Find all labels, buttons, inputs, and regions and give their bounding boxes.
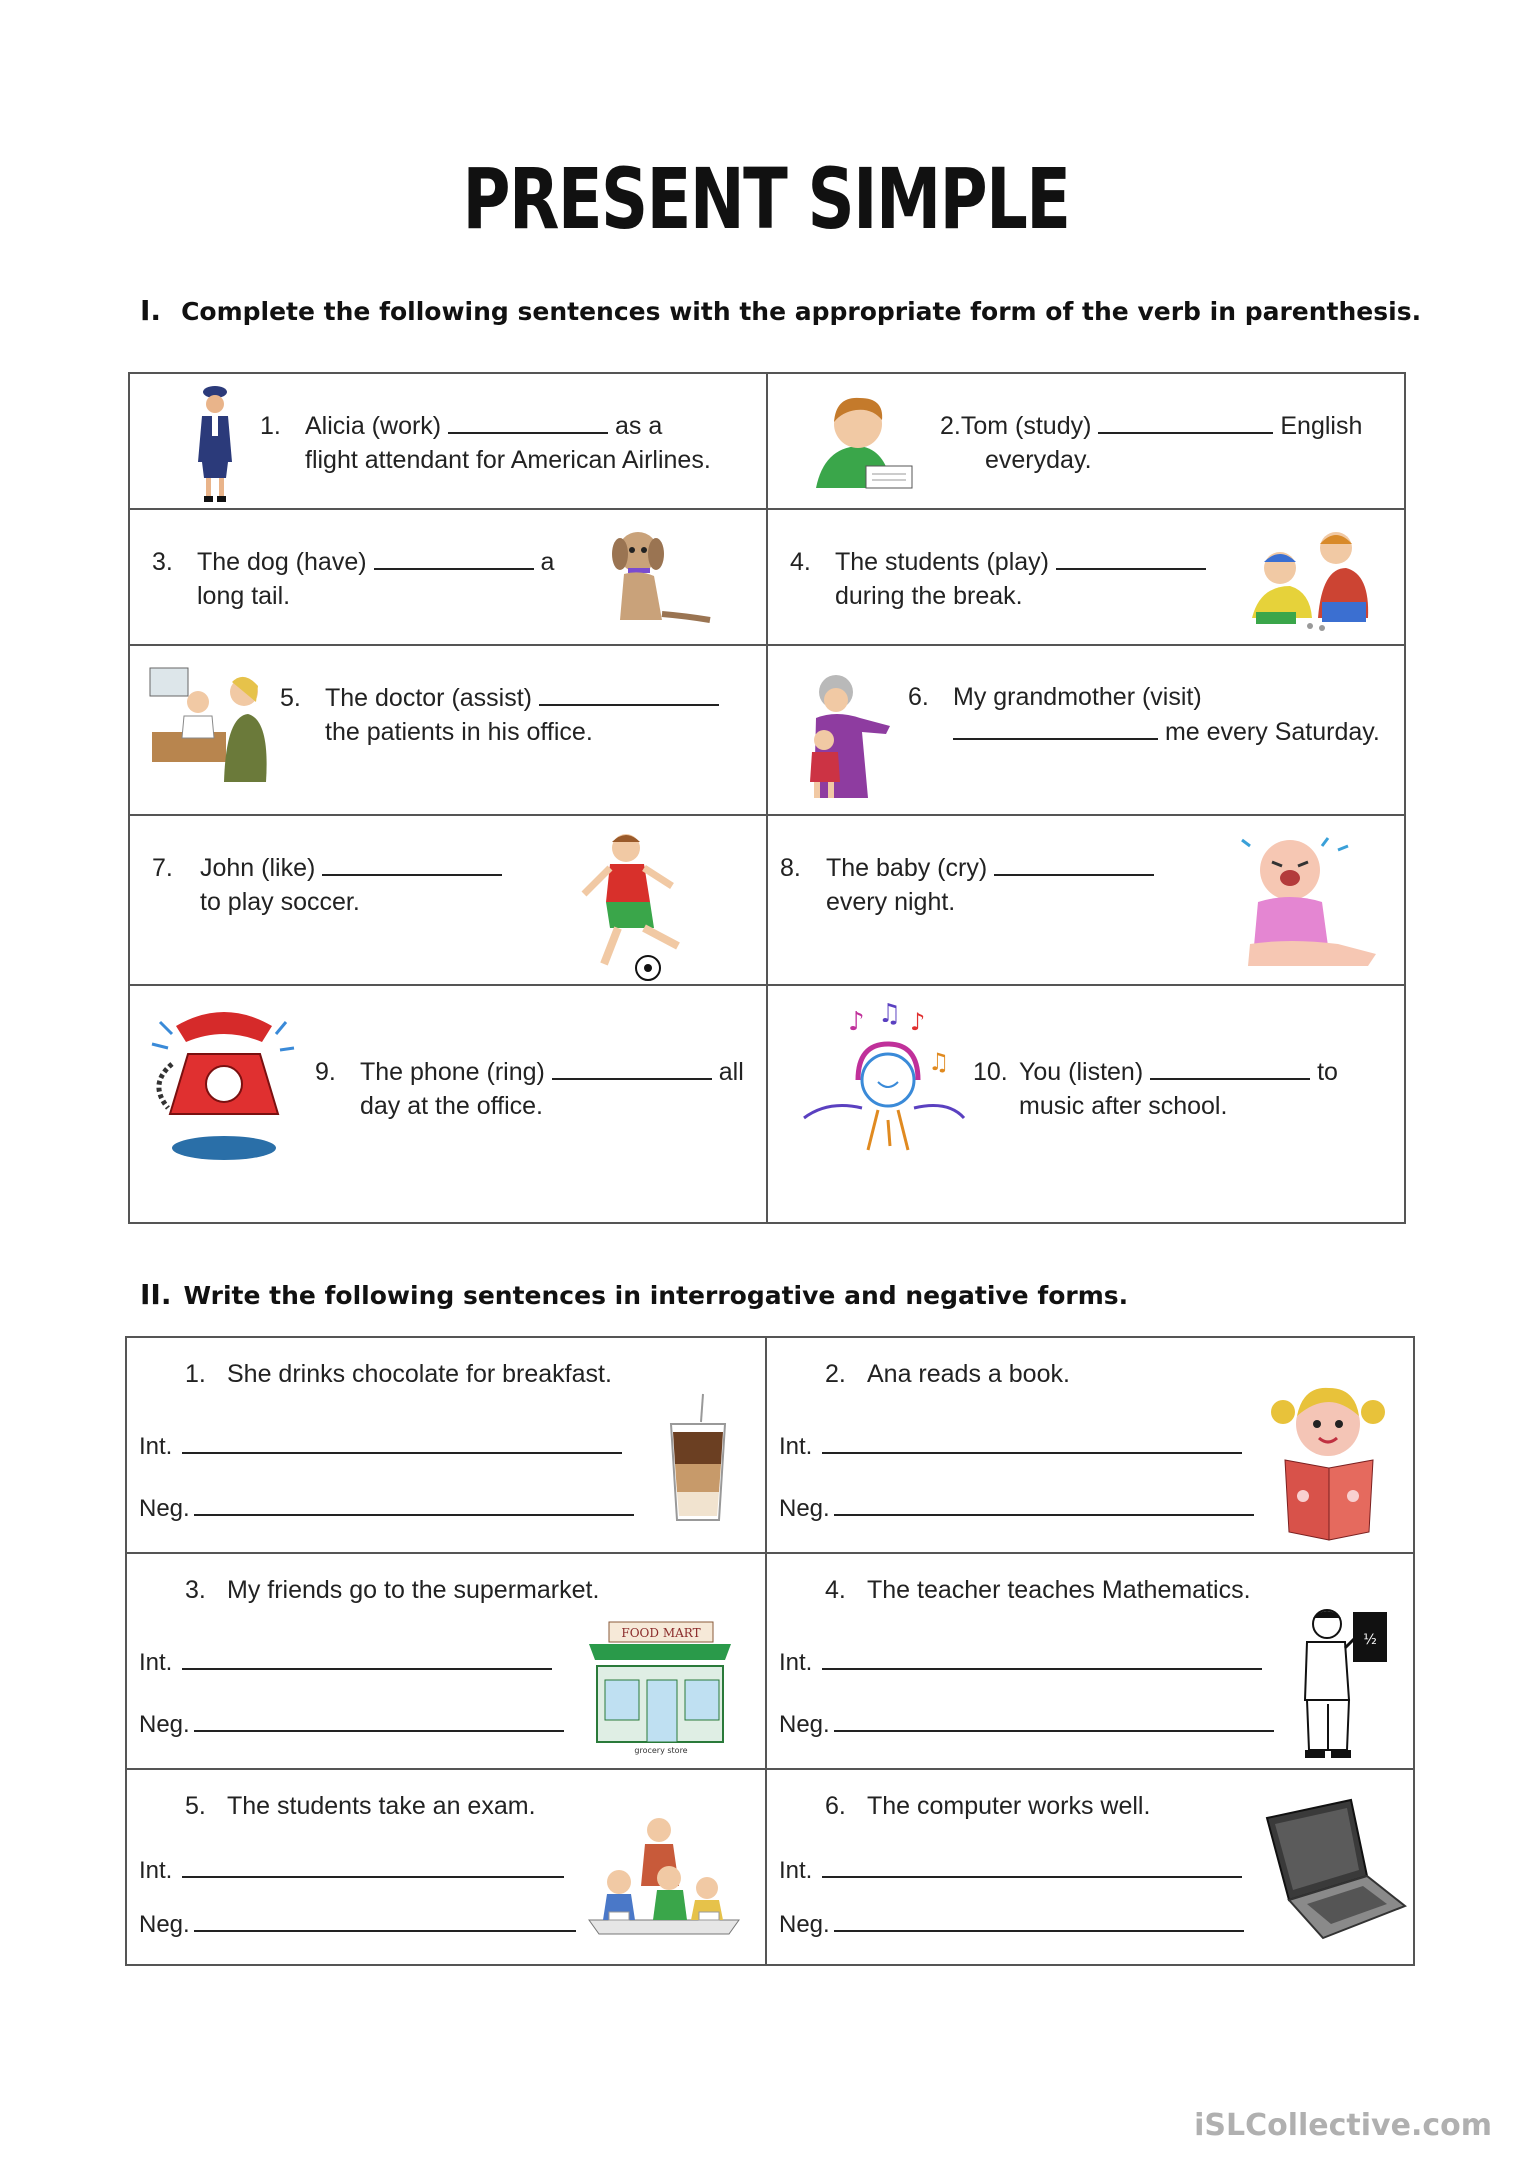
- rewrite-sentence: 3. My friends go to the supermarket.: [185, 1576, 600, 1604]
- rewrite-sentence: 6. The computer works well.: [825, 1792, 1151, 1820]
- negative-answer[interactable]: [834, 1708, 1274, 1732]
- answer-blank[interactable]: [994, 850, 1154, 876]
- store-sign: FOOD MART: [621, 1626, 701, 1640]
- negative-answer[interactable]: [194, 1708, 564, 1732]
- rewrite-sentence: 2. Ana reads a book.: [825, 1360, 1070, 1388]
- exercise-text: 4. The students (play) during the break.: [790, 544, 1230, 613]
- interrogative-line: Int.: [779, 1646, 1262, 1677]
- doctor-office-icon: [148, 662, 272, 790]
- exercise-cell-7: [129, 815, 767, 985]
- rewrite-cell-5: [126, 1769, 766, 1965]
- children-playing-icon: [1230, 522, 1380, 634]
- section-1-instruction: [140, 294, 1421, 327]
- svg-text:♪: ♪: [848, 1007, 865, 1037]
- exercise-cell-1: [129, 373, 767, 509]
- supermarket-icon: [587, 1620, 733, 1756]
- exercise-text: 8. The baby (cry) every night.: [780, 850, 1200, 919]
- exercise-cell-4: [767, 509, 1405, 645]
- section-2-instruction: [140, 1278, 1128, 1311]
- interrogative-line: Int.: [139, 1430, 622, 1461]
- interrogative-answer[interactable]: [822, 1646, 1262, 1670]
- exercise-text: 5. The doctor (assist) the patients in his office.: [280, 680, 760, 749]
- exercise-text: 9. The phone (ring) all day at the office.: [315, 1054, 765, 1123]
- exercise-text: 2.Tom (study) English everyday.: [940, 408, 1400, 477]
- interrogative-line: Int.: [779, 1854, 1242, 1885]
- rewrite-sentence: 5. The students take an exam.: [185, 1792, 536, 1820]
- crying-baby-icon: [1228, 826, 1380, 976]
- exercise-cell-2: [767, 373, 1405, 509]
- interrogative-answer[interactable]: [822, 1430, 1242, 1454]
- svg-text:½: ½: [1363, 1632, 1377, 1648]
- section-number: I.: [140, 294, 162, 327]
- laptop-icon: [1263, 1796, 1409, 1942]
- negative-line: Neg.: [779, 1908, 1244, 1939]
- boy-studying-icon: [796, 388, 920, 492]
- svg-text:♫: ♫: [928, 1048, 950, 1076]
- negative-line: Neg.: [139, 1708, 564, 1739]
- svg-text:♪: ♪: [910, 1008, 926, 1036]
- rewrite-cell-3: [126, 1553, 766, 1769]
- store-caption: grocery store: [634, 1746, 688, 1755]
- rewrite-cell-4: [766, 1553, 1414, 1769]
- exercise-text: 3. The dog (have) a long tail.: [152, 544, 572, 613]
- negative-answer[interactable]: [194, 1908, 576, 1932]
- svg-text:♫: ♫: [878, 1000, 902, 1029]
- interrogative-line: Int.: [139, 1854, 564, 1885]
- grandmother-hug-icon: [790, 670, 902, 806]
- music-listener-icon: [798, 1000, 968, 1170]
- rewrite-cell-1: [126, 1337, 766, 1553]
- exercise-text: 1. Alicia (work) as a flight attendant for American Airlines.: [260, 408, 760, 477]
- rewrite-cell-2: [766, 1337, 1414, 1553]
- interrogative-line: Int.: [779, 1430, 1242, 1461]
- interrogative-line: Int.: [139, 1646, 552, 1677]
- negative-answer[interactable]: [834, 1492, 1254, 1516]
- negative-line: Neg.: [139, 1908, 576, 1939]
- instruction-text: Write the following sentences in interrogative and negative forms.: [183, 1281, 1129, 1310]
- watermark-footer: iSLCollective.com: [1194, 2108, 1492, 2143]
- answer-blank[interactable]: [1098, 408, 1273, 434]
- answer-blank[interactable]: [953, 714, 1158, 740]
- negative-answer[interactable]: [194, 1492, 634, 1516]
- interrogative-answer[interactable]: [182, 1854, 564, 1878]
- exercise-cell-9: [129, 985, 767, 1223]
- dog-icon: [606, 524, 714, 628]
- exercise-cell-6: [767, 645, 1405, 815]
- answer-blank[interactable]: [1056, 544, 1206, 570]
- soccer-boy-icon: [574, 828, 690, 982]
- exercise-1-grid: [128, 372, 1406, 1224]
- exercise-2-grid: [125, 1336, 1415, 1966]
- teacher-board-icon: [1293, 1604, 1389, 1760]
- answer-blank[interactable]: [448, 408, 608, 434]
- answer-blank[interactable]: [1150, 1054, 1310, 1080]
- exercise-text: 6. My grandmother (visit) me every Saturday.: [908, 683, 1380, 746]
- page-title: PRESENT SIMPLE: [462, 150, 1070, 248]
- interrogative-answer[interactable]: [182, 1430, 622, 1454]
- exercise-cell-8: [767, 815, 1405, 985]
- flight-attendant-icon: [190, 382, 240, 504]
- exercise-cell-3: [129, 509, 767, 645]
- negative-line: Neg.: [139, 1492, 634, 1523]
- chocolate-drink-icon: [665, 1392, 731, 1526]
- exercise-cell-5: [129, 645, 767, 815]
- students-exam-icon: [579, 1816, 749, 1936]
- exercise-text: 7. John (like) to play soccer.: [152, 850, 572, 919]
- ringing-phone-icon: [148, 1004, 298, 1164]
- girl-reading-icon: [1263, 1376, 1403, 1546]
- interrogative-answer[interactable]: [182, 1646, 552, 1670]
- interrogative-answer[interactable]: [822, 1854, 1242, 1878]
- exercise-cell-10: [767, 985, 1405, 1223]
- negative-line: Neg.: [779, 1708, 1274, 1739]
- answer-blank[interactable]: [539, 680, 719, 706]
- negative-answer[interactable]: [834, 1908, 1244, 1932]
- rewrite-sentence: 4. The teacher teaches Mathematics.: [825, 1576, 1251, 1604]
- instruction-text: Complete the following sentences with the appropriate form of the verb in parenthesis.: [181, 297, 1422, 326]
- negative-line: Neg.: [779, 1492, 1254, 1523]
- answer-blank[interactable]: [322, 850, 502, 876]
- answer-blank[interactable]: [552, 1054, 712, 1080]
- answer-blank[interactable]: [374, 544, 534, 570]
- exercise-text: 10. You (listen) to music after school.: [973, 1054, 1401, 1123]
- section-number: II.: [140, 1278, 172, 1311]
- rewrite-sentence: 1. She drinks chocolate for breakfast.: [185, 1360, 612, 1388]
- rewrite-cell-6: [766, 1769, 1414, 1965]
